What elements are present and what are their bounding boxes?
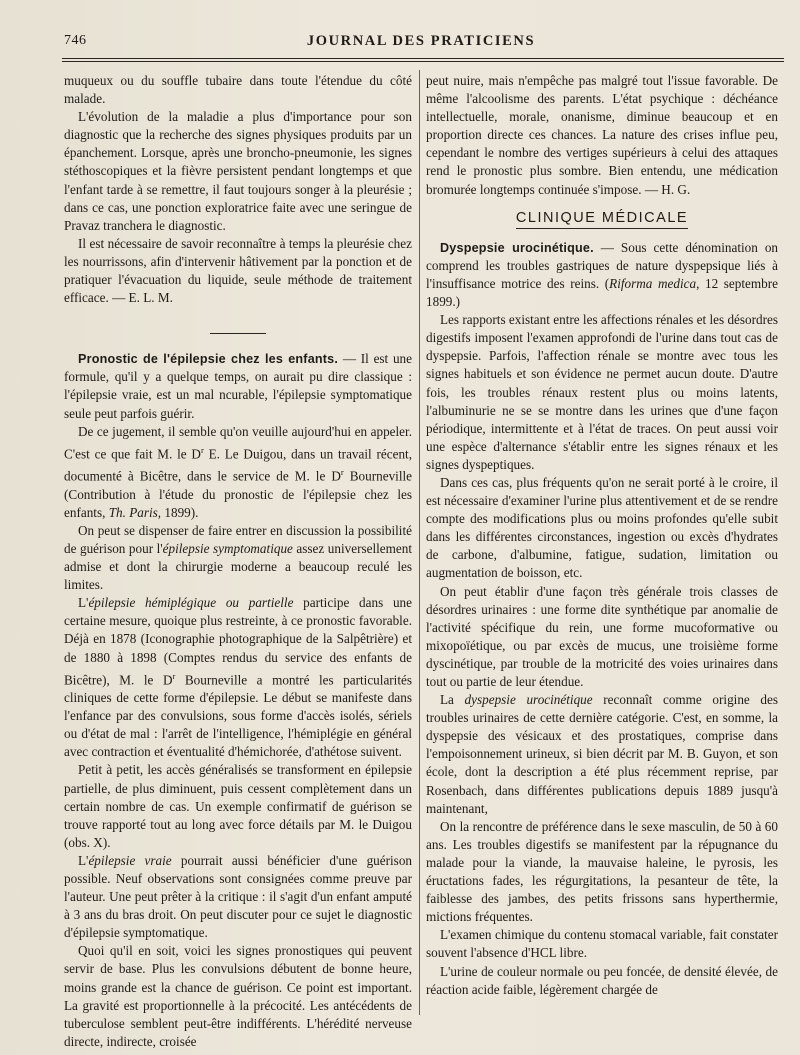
page-header	[62, 33, 780, 55]
header-rule	[62, 58, 784, 59]
article-paragraph: Dyspepsie urocinétique. — Sous cette dénomination on comprend les troubles gastriques de nature dyspepsique liés à l'insuffisance motrice des reins. (Riforma medica, 12 septembre 1899.)	[426, 239, 779, 310]
paragraph: Il est nécessaire de savoir reconnaître à temps la pleurésie chez les nourrissons, afin d'intervenir hâtivement par la ponction et de pratiquer l'évacuation du liquide, seule méthode de traitement efficace. — E. L. M.	[64, 235, 412, 306]
paragraph: Petit à petit, les accès généralisés se transforment en épilepsie partielle, de plus diminuent, puis cessent complètement dans un certain nombre de cas. Un exemple confirmatif de guérison se trouve rapporté tout au long avec force détails par M. le Duigou (obs. X).	[64, 762, 412, 850]
article-paragraph	[64, 350, 412, 422]
paragraph: peut nuire, mais n'empêche pas malgré tout l'issue favorable. De même l'alcoolisme des parents. L'état psychique : déchéance intellectuelle, morale, onanisme, diminue beaucoup et en proportion directe ces chances. La nature des crises influe peu, cependant le nombre des vertiges supérieurs à celui des attaques rend le pronostic plus sombre. Bien entendu, une médication bromurée longtemps continuée s'impose. — H. G.	[426, 73, 778, 197]
paragraph: L'épilepsie vraie pourrait aussi bénéficier d'une guérison possible. Neuf observations sont consignées comme preuve par l'auteur. Une peut prêter à la critique : il s'agit d'un enfant amputé à 3 ans du bras droit. On peut discuter pour ce sujet le diagnostic d'épilepsie symptomatique.	[64, 852, 413, 941]
paragraph: De ce jugement, il semble qu'on veuille aujourd'hui en appeler. C'est ce que fait M. le $D^r$ E. Le Duigou, dans un travail récent, documenté à Bicêtre, dans le service de M. le $D^r$ Bourneville (Contribution à l'étude du pronostic de l'épilepsie chez les enfants, Th. Paris, 1899).	[64, 423, 413, 520]
article-separator-rule	[210, 333, 266, 334]
paragraph: L'évolution de la maladie a plus d'importance pour son diagnostic que la recherche des signes physiques produits par un épanchement. Lorsque, après une broncho-pneumonie, les signes stéthoscopiques et la fièvre persistent pendant longtemps et que l'enfant tarde à se remettre, il faut toujours songer à la pleurésie ; dans ce cas, une ponction exploratrice faite avec une seringue de Pravaz tranchera le diagnostic.	[64, 109, 412, 233]
left-column	[64, 72, 412, 1051]
column-divider	[419, 70, 420, 1015]
article-title: Pronostic de l'épilepsie chez les enfants.	[78, 352, 339, 367]
paragraph: muqueux ou du souffle tubaire dans toute l'étendue du côté malade.	[64, 73, 412, 107]
header-rule-thin	[62, 61, 784, 62]
paragraph: On peut se dispenser de faire entrer en discussion la possibilité de guérison pour l'épilepsie symptomatique assez universellement admise et dont la chirurgie moderne a beaucoup reculé les limites.	[64, 522, 413, 593]
paragraph: L'urine de couleur normale ou peu foncée, de densité élevée, de réaction acide faible, légèrement chargée de	[426, 963, 778, 997]
paragraph: Dans ces cas, plus fréquents qu'on ne serait porté à le croire, il est nécessaire d'examiner l'urine plus attentivement et de se rendre compte des modifications plus ou moins profondes qu'elle subit dans les différentes circonstances, ingestion ou excès d'hydrates de carbone, d'albumine, fatigue, sudation, limitation ou augmentation de boisson, etc.	[426, 474, 778, 581]
article-intro: — Il est une formule, qu'il y a quelque temps, on aurait pu dire classique : l'épilepsie vraie, est un mal ncurable, l'épilepsie symptomatique seule peut parfois guérir.	[64, 351, 412, 421]
paragraph: La dyspepsie urocinétique reconnaît comme origine des troubles urinaires de cette dernière catégorie. C'est, en somme, la dyspepsie des vésicaux et des prostatiques, comprise dans l'empoisonnement urineux, si bien décrit par M. B. Guyon, et son école, dont la description a été plus récemment reprise, par Rosenbach, dans différentes publications depuis 1889 jusqu'à maintenant,	[426, 692, 778, 816]
page-number: 746	[64, 33, 87, 48]
article-title: Dyspepsie urocinétique.	[440, 240, 594, 255]
paragraph: L'épilepsie hémiplégique ou partielle participe dans une certaine mesure, quoique plus restreinte, à ce pronostic favorable. Déjà en 1878 (Iconographie photographique de la Salpêtrière) et de 1880 à 1898 (Comptes rendus du service des enfants de Bicêtre), M. le $D^r$ Bourneville a montré les particularités cliniques de cette forme d'épilepsie. Le début se manifeste dans l'enfance par des convulsions, sous forme d'accès isolés, sériels ou d'état de mal : l'arrêt de l'intelligence, l'hémiplégie en général avec contraction et éventualité d'hémichorée, d'athétose suivent.	[64, 595, 412, 760]
right-column	[426, 72, 778, 999]
paragraph: Les rapports existant entre les affections rénales et les désordres digestifs imposent l'examen approfondi de l'urine dans tout cas de dyspepsie. Parfois, l'affection rénale se montre avec tous les signes habituels et son évidence ne permet aucun doute. D'autre fois, les troubles rénaux restent plus ou moins latents, l'albuminurie ne se se montre dans les urines que d'une façon périodique, intermittente et à l'état de traces. On peut aussi voir une espèce d'alternance s'établir entre les signes rénaux et les signes dyspeptiques.	[426, 312, 778, 472]
spacer	[64, 307, 412, 327]
paragraph: On peut établir d'une façon très générale trois classes de désordres urinaires : une forme dite synthétique par anomalie de l'activité spécifique du rein, une forme mucoformative ou mixopoïétique, ou par excès de mucus, une troisième forme dyscinétique, par trouble de la motricité des voies urinaires dans tout ou partie de leur étendue.	[426, 583, 778, 689]
running-title: JOURNAL DES PRATICIENS	[306, 33, 536, 49]
paragraph: Quoi qu'il en soit, voici les signes pronostiques qui peuvent servir de base. Plus les convulsions débutent de bonne heure, moins grande est la chance de guérison. Ce point est important. La gravité est proportionnelle à la précocité. Les antécédents de tuberculose semblent peut-être indifférents. L'hérédité nerveuse directe, indirecte, croisée	[64, 943, 412, 1049]
section-heading: CLINIQUE MÉDICALE	[426, 209, 778, 231]
paragraph: On la rencontre de préférence dans le sexe masculin, de 50 à 60 ans. Les troubles digestifs se manifestent par la répugnance du malade pour la viande, la mauvaise haleine, le pyrosis, les éructations fades, les régurgitations, la pesanteur de tête, la faiblesse des jambes, des petits frissons sans hyperthermie, mictions fréquentes.	[426, 818, 778, 925]
paragraph: L'examen chimique du contenu stomacal variable, fait constater souvent l'absence d'HCL libre.	[426, 927, 778, 961]
